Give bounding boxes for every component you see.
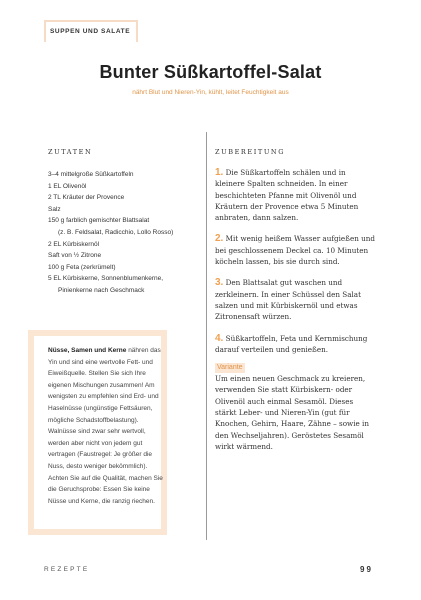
ingredient-item: 5 EL Kürbiskerne, Sonnenblumenkerne, — [48, 275, 164, 283]
ingredient-item: 2 TL Kräuter der Provence — [48, 194, 125, 202]
recipe-subtitle: nährt Blut und Nieren-Yin, kühlt, leitet Feuchtigkeit aus — [132, 89, 289, 96]
ingredient-item: Pinienkerne nach Geschmack — [58, 286, 145, 294]
ingredient-list — [48, 169, 198, 297]
variante-section — [215, 361, 375, 452]
ingredient-item: Salz — [48, 205, 61, 213]
variante-title: Variante — [217, 364, 243, 372]
info-box-bold: Nüsse, Samen und Kerne — [48, 347, 127, 354]
ingredient-item: 100 g Feta (zerkrümelt) — [48, 263, 116, 271]
preparation-heading: ZUBEREITUNG — [215, 148, 286, 156]
page-number: 99 — [360, 565, 373, 574]
ingredient-item: 1 EL Olivenöl — [48, 182, 87, 190]
ingredient-item: 2 EL Kürbiskernöl — [48, 240, 100, 248]
section-tag: SUPPEN UND SALATE — [44, 20, 138, 42]
preparation-steps — [215, 167, 375, 452]
step-1 — [215, 167, 375, 223]
info-box-body: nähren das Yin und sind eine wertvolle Fett- und Eiweißquelle. Stellen Sie sich Ihre eigenen Mischungen zusammen! Am wenigsten zu empfehlen sind Erd- und Haselnüsse (ungünstige Fettsäuren, mögliche Schadstoffbelastung). Walnüsse sind zwar sehr wertvoll, werden aber nicht von jedem gut vertragen (Faustregel: Je größer die Nuss, desto weniger bekömmlich). Achten Sie auf die Qualität, machen Sie die Geruchsprobe: Essen Sie keine Nüsse und Kerne, die ranzig riechen. — [48, 347, 163, 505]
step-text: Die Süßkartoffeln schälen und in kleinere Spalten schneiden. In einer beschichteten Pfanne mit Olivenöl und Kräutern der Provence etwa 5 Minuten anbraten, dann salzen. — [215, 168, 359, 223]
step-number: 2. — [215, 233, 224, 245]
ingredient-item: Saft von ½ Zitrone — [48, 252, 102, 260]
step-2 — [215, 233, 375, 267]
step-text: Mit wenig heißem Wasser aufgießen und bei geschlossenem Deckel ca. 10 Minuten köcheln lassen, bis sie durch sind. — [215, 234, 375, 267]
ingredient-item: (z. B. Feldsalat, Radicchio, Lollo Rosso) — [58, 228, 174, 236]
column-divider — [206, 132, 207, 540]
step-number: 4. — [215, 332, 224, 344]
recipe-title: Bunter Süßkartoffel-Salat — [99, 62, 322, 82]
ingredient-item: 3–4 mittelgroße Süßkartoffeln — [48, 171, 134, 178]
step-number: 3. — [215, 277, 224, 289]
step-text: Den Blattsalat gut waschen und zerkleinern. In einer Schüssel den Salat salzen und mit Kürbiskernöl und etwas Zitronensaft würzen. — [215, 278, 361, 322]
ingredient-item: 150 g farblich gemischter Blattsalat — [48, 217, 150, 225]
info-box-text — [48, 345, 165, 507]
footer-label: REZEPTE — [44, 566, 90, 573]
step-text: Süßkartoffeln, Feta und Kernmischung darauf verteilen und genießen. — [215, 333, 368, 354]
variante-text: Um einen neuen Geschmack zu kreieren, verwenden Sie statt Kürbiskern- oder Olivenöl auch einmal Sesamöl. Dieses stärkt Leber- und Nieren-Yin (gut für Knochen, Gehirn, Haare, Zähne – sowie in den Wechseljahren). Geröstetes Sesamöl wirkt wärmend. — [215, 374, 369, 451]
step-number: 1. — [215, 167, 224, 178]
step-4 — [215, 333, 375, 356]
step-3 — [215, 277, 375, 322]
ingredients-heading: ZUTATEN — [48, 148, 93, 156]
